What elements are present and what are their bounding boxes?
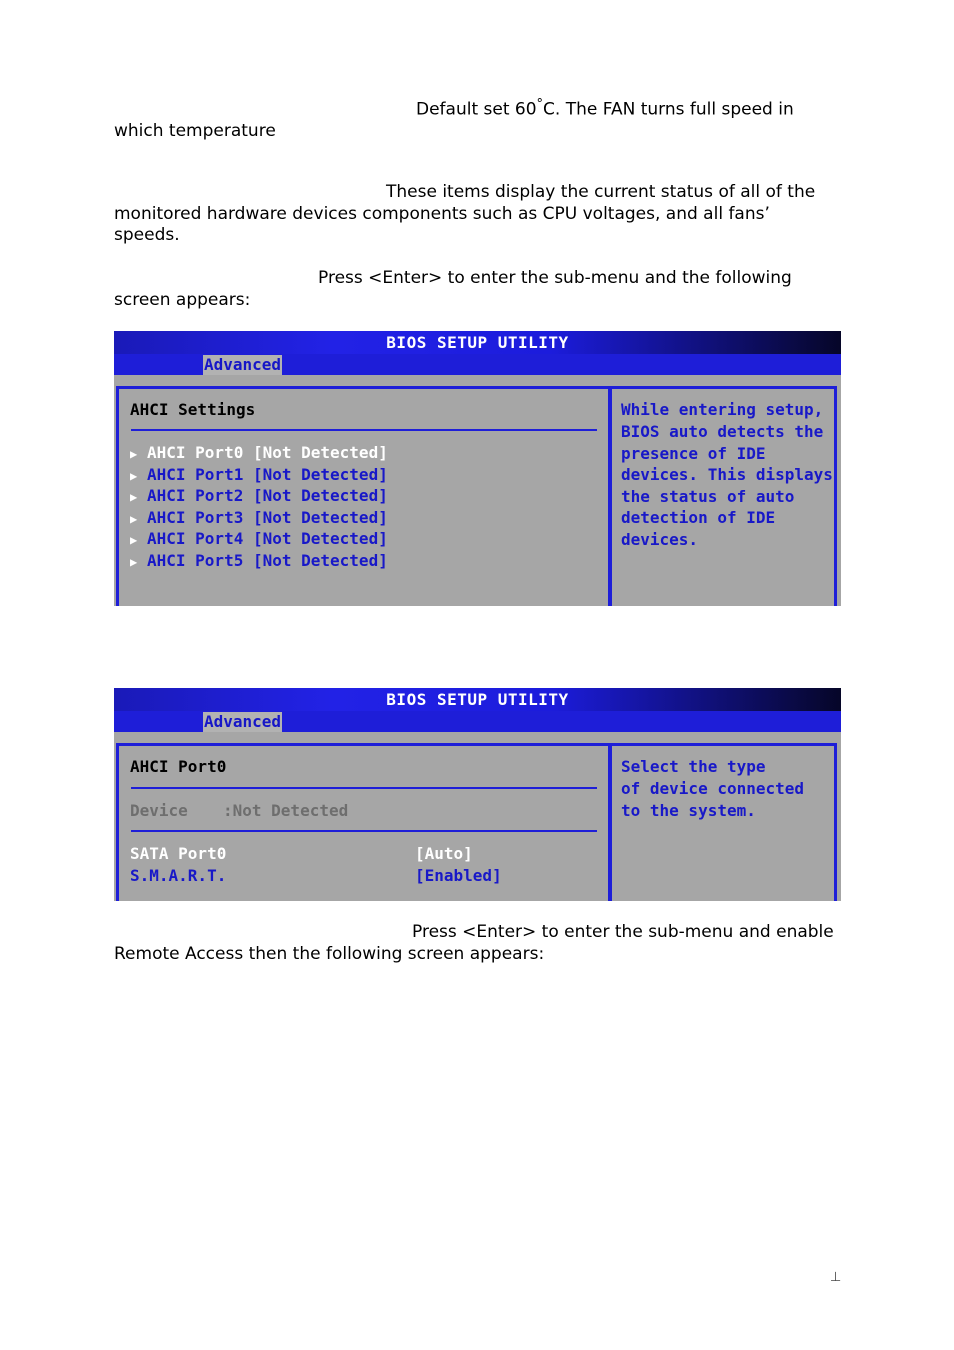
tab-advanced[interactable]: Advanced — [204, 355, 282, 374]
menu-item-ahci-port1[interactable]: ▶ AHCI Port1 [Not Detected] — [130, 464, 388, 486]
heading-separator — [131, 429, 597, 431]
hardware-monitor-description: These items display the current status of all of the monitored hardware devices components such as CPU voltages, and all fans’ speeds. — [114, 182, 816, 245]
help-text-line: to the system. — [621, 801, 756, 820]
help-text-line: of device connected — [621, 779, 805, 798]
ahci-submenu-description: Press <Enter> to enter the sub-menu and the following screen appears: — [114, 268, 792, 310]
menu-item-ahci-port0[interactable]: ▶ AHCI Port0 [Not Detected] — [130, 442, 388, 464]
submenu-arrow-icon: ▶ — [130, 533, 138, 547]
panel-heading: AHCI Settings — [130, 400, 256, 419]
submenu-arrow-icon: ▶ — [130, 490, 138, 504]
bios-tab-bar — [114, 354, 841, 375]
setting-value-smart[interactable]: [Enabled] — [415, 866, 502, 885]
bios-help-panel — [608, 386, 837, 606]
help-text-line: Select the type — [621, 757, 766, 776]
help-text-line: the status of auto — [621, 487, 795, 506]
setting-label-smart[interactable]: S.M.A.R.T. — [130, 866, 227, 885]
help-text-line: While entering setup, — [621, 400, 824, 419]
submenu-arrow-icon: ▶ — [130, 512, 138, 526]
submenu-arrow-icon: ▶ — [130, 555, 138, 569]
bios-screen-ahci-port0 — [114, 688, 841, 901]
help-text-line: detection of IDE — [621, 508, 776, 527]
tab-advanced[interactable]: Advanced — [204, 712, 282, 731]
bios-title-bar: BIOS SETUP UTILITY — [114, 688, 841, 711]
heading-separator — [131, 787, 597, 789]
bios-tab-bar — [114, 711, 841, 732]
submenu-arrow-icon: ▶ — [130, 447, 138, 461]
device-separator — [131, 830, 597, 832]
bios-main-panel — [116, 743, 612, 901]
bios-title-bar: BIOS SETUP UTILITY — [114, 331, 841, 354]
help-text-line: presence of IDE — [621, 444, 766, 463]
degree-symbol: ° — [536, 97, 544, 112]
page-number: ⊥ — [830, 1270, 842, 1285]
menu-item-ahci-port3[interactable]: ▶ AHCI Port3 [Not Detected] — [130, 507, 388, 529]
remote-access-description: Press <Enter> to enter the sub-menu and enable Remote Access then the following screen appears: — [114, 922, 834, 964]
help-text-line: devices. — [621, 530, 699, 549]
bios-main-panel — [116, 386, 612, 606]
setting-label-sata-port0[interactable]: SATA Port0 — [130, 844, 227, 863]
panel-heading: AHCI Port0 — [130, 757, 227, 776]
menu-item-ahci-port5[interactable]: ▶ AHCI Port5 [Not Detected] — [130, 550, 388, 572]
menu-item-ahci-port2[interactable]: ▶ AHCI Port2 [Not Detected] — [130, 485, 388, 507]
device-label: Device — [130, 801, 188, 820]
menu-item-ahci-port4[interactable]: ▶ AHCI Port4 [Not Detected] — [130, 528, 388, 550]
setting-value-sata-port0[interactable]: [Auto] — [415, 844, 473, 863]
help-text-line: devices. This displays — [621, 465, 833, 484]
device-value: :Not Detected — [223, 801, 349, 820]
submenu-arrow-icon: ▶ — [130, 469, 138, 483]
help-text-line: BIOS auto detects the — [621, 422, 824, 441]
bios-help-panel — [608, 743, 837, 901]
bios-screen-ahci-settings — [114, 331, 841, 606]
fan-temp-description: Default set 60°C. The FAN turns full speed in which temperature — [114, 97, 794, 142]
